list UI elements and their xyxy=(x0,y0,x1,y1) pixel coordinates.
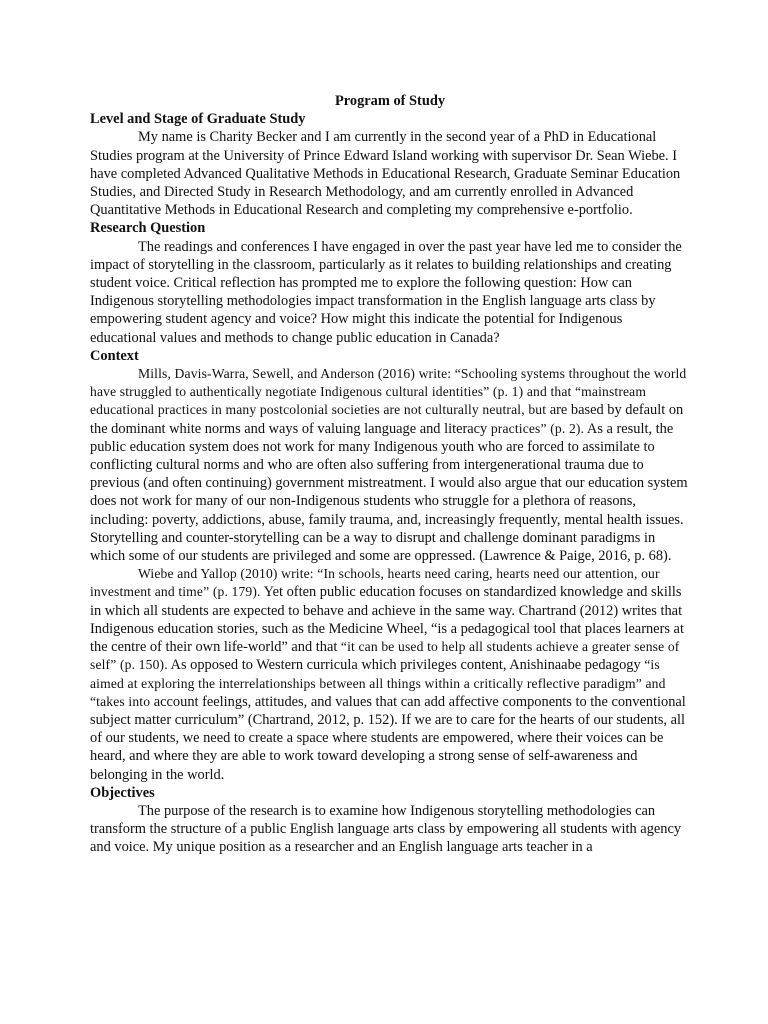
paragraph-text: The readings and conferences I have engaged in over the past year have led me to consider the impact of storytelling in the classroom, particularly as it relates to building relationships and creating student voice. Critical reflection has prompted me to explore the following question: How can Indigenous storytelling methodologies impact transformation in the English language arts class by empowering student agency and voice? How might this indicate the potential for Indigenous educational values and methods to change public education in Canada? xyxy=(90,238,682,346)
quote-text: “is aimed at exploring the interrelationships between all things within a critically reflective paradigm” and “takes into xyxy=(90,657,666,709)
paragraph-level-and-stage xyxy=(90,128,690,219)
paragraph-context-1 xyxy=(90,365,690,565)
quote-text: Wiebe and Yallop (2010) write: “In schools, hearts need caring, hearts need our attention, our investment and time” (p. 179). xyxy=(90,566,660,600)
paragraph-text: The purpose of the research is to examine how Indigenous storytelling methodologies can transform the structure of a public English language arts class by empowering all students with agency and voice. My unique position as a researcher and an English language arts teacher in a xyxy=(90,802,682,856)
heading-research-question: Research Question xyxy=(90,220,206,237)
document-title: Program of Study xyxy=(334,93,446,109)
paragraph-text: account feelings, attitudes, and values that can add affective components to the conventional subject matter curriculum” (Chartrand, 2012, p. 152). If we are to care for the hearts of our students, all of our students, we need to create a space where students are empowered, where their voices can be heard, and where they are able to work toward developing a strong sense of self-awareness and belonging in the world. xyxy=(90,693,686,783)
quote-text: practices” (p. 2). xyxy=(490,420,585,436)
paragraph-text: As a result, the public education system does not work for many Indigenous youth who are forced to assimilate to conflicting cultural norms and who are often also suffering from intergenerational trauma due to previous (and often continuing) government mistreatment. I would also argue that our education system does not work for many of our non-Indigenous students who struggle for a plethora of reasons, including: poverty, addictions, abuse, family trauma, and, increasingly frequently, mental health issues. Storytelling and counter-storytelling can be a way to disrupt and challenge dominant paradigms in which some of our students are privileged and some are oppressed. (Lawrence & Paige, 2016, p. 68). xyxy=(90,420,688,565)
quote-text: “it can be used to help all students achieve a greater sense of self” (p. 150). xyxy=(90,639,680,673)
paragraph-research-question xyxy=(90,238,690,347)
heading-level-and-stage: Level and Stage of Graduate Study xyxy=(90,111,306,128)
quote-text: Mills, Davis-Warra, Sewell, and Anderson (2016) write: “Schooling systems throughout the world have struggled to authentically negotiate Indigenous cultural identities” (p. 1) and that “mainstream educational practices in many postcolonial societies are not culturally neutral, but xyxy=(90,366,687,418)
paragraph-text: As opposed to Western curricula which privileges content, Anishinaabe pedagogy xyxy=(167,657,641,674)
paragraph-text: Yet often public education focuses on standardized knowledge and skills in which all students are expected to behave and achieve in the same way. Chartrand (2012) writes that Indigenous education stories, such as the Medicine Wheel, “is a pedagogical tool that places learners at the centre of their own life-world” and that xyxy=(90,584,684,656)
heading-context: Context xyxy=(90,347,139,364)
heading-objectives: Objectives xyxy=(90,784,155,801)
paragraph-text: are based by default on the dominant white norms and ways of valuing language and literacy xyxy=(90,402,684,437)
paragraph-context-2 xyxy=(90,565,690,783)
paragraph-text: My name is Charity Becker and I am currently in the second year of a PhD in Educational Studies program at the University of Prince Edward Island working with supervisor Dr. Sean Wiebe. I have completed Advanced Qualitative Methods in Educational Research, Graduate Seminar Education Studies, and Directed Study in Research Methodology, and am currently enrolled in Advanced Quantitative Methods in Educational Research and completing my comprehensive e-portfolio. xyxy=(90,129,681,219)
paragraph-objectives xyxy=(90,802,690,857)
document-page xyxy=(90,92,690,857)
